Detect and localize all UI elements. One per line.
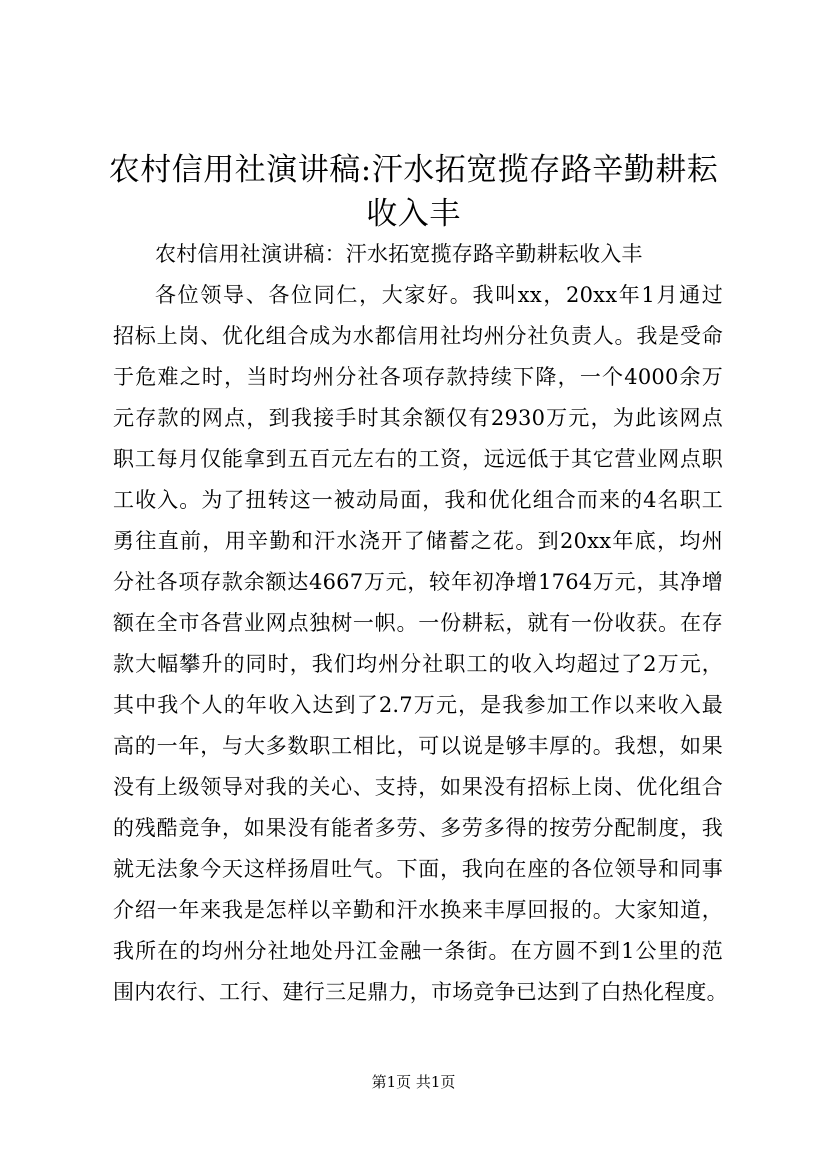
body-line: 其中我个人的年收入达到了2.7万元，是我参加工作以来收入最 xyxy=(113,693,723,717)
body-line: 围内农行、工行、建行三足鼎力，市场竞争已达到了白热化程度。 xyxy=(113,980,728,1004)
document-body xyxy=(113,234,728,1013)
body-line: 额在全市各营业网点独树一帜。一份耕耘，就有一份收获。在存 xyxy=(113,611,723,635)
page-footer xyxy=(0,1072,827,1092)
body-line: 没有上级领导对我的关心、支持，如果没有招标上岗、优化组合 xyxy=(113,775,723,799)
body-line: 各位领导、各位同仁，大家好。我叫xx，20xx年1月通过 xyxy=(155,283,723,307)
body-line: 工收入。为了扭转这一被动局面，我和优化组合而来的4名职工 xyxy=(113,488,723,512)
body-line: 勇往直前，用辛勤和汗水浇开了储蓄之花。到20xx年底，均州 xyxy=(113,529,723,553)
body-line: 高的一年，与大多数职工相比，可以说是够丰厚的。我想，如果 xyxy=(113,734,723,758)
body-line: 于危难之时，当时均州分社各项存款持续下降，一个4000余万 xyxy=(113,365,723,389)
page-number-label: 第1页 共1页 xyxy=(371,1073,456,1091)
body-line: 分社各项存款余额达4667万元，较年初净增1764万元，其净增 xyxy=(113,570,723,594)
body-line: 就无法象今天这样扬眉吐气。下面，我向在座的各位领导和同事 xyxy=(113,857,723,881)
body-line: 介绍一年来我是怎样以辛勤和汗水换来丰厚回报的。大家知道， xyxy=(113,898,723,922)
body-line: 农村信用社演讲稿：汗水拓宽揽存路辛勤耕耘收入丰 xyxy=(155,242,643,266)
body-line: 款大幅攀升的同时，我们均州分社职工的收入均超过了2万元， xyxy=(113,652,723,676)
body-line: 的残酷竞争，如果没有能者多劳、多劳多得的按劳分配制度，我 xyxy=(113,816,723,840)
body-line: 职工每月仅能拿到五百元左右的工资，远远低于其它营业网点职 xyxy=(113,447,723,471)
body-line: 招标上岗、优化组合成为水都信用社均州分社负责人。我是受命 xyxy=(113,324,723,348)
title-line: 收入丰 xyxy=(366,196,461,232)
body-line: 我所在的均州分社地处丹江金融一条街。在方圆不到1公里的范 xyxy=(113,939,723,963)
title-line: 农村信用社演讲稿:汗水拓宽揽存路辛勤耕耘 xyxy=(108,152,719,188)
body-line: 元存款的网点，到我接手时其余额仅有2930万元，为此该网点 xyxy=(113,406,723,430)
document-title xyxy=(90,148,737,236)
